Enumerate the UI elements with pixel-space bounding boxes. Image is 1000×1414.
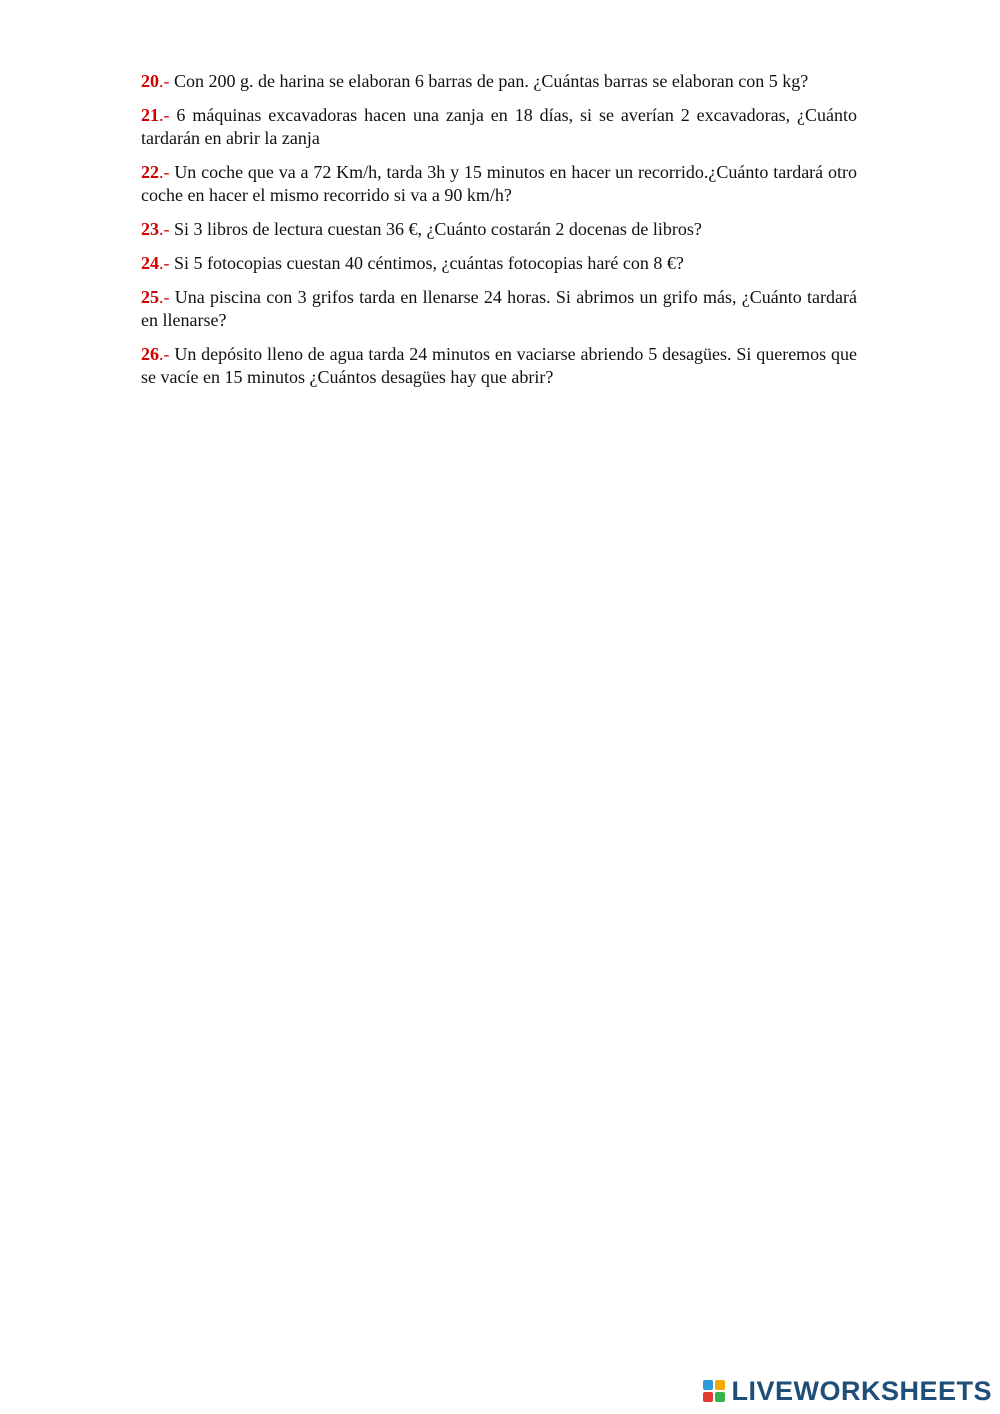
problem-separator: .- (159, 162, 175, 182)
logo-tile-icon (715, 1392, 725, 1402)
problem-item (141, 218, 857, 241)
problem-separator: .- (159, 253, 174, 273)
problem-list (141, 70, 857, 400)
problem-text: Con 200 g. de harina se elaboran 6 barras de pan. ¿Cuántas barras se elaboran con 5 kg? (174, 71, 809, 91)
problem-item (141, 286, 857, 332)
problem-number: 21 (141, 105, 159, 125)
problem-number: 25 (141, 287, 159, 307)
problem-number: 24 (141, 253, 159, 273)
logo-tile-icon (703, 1380, 713, 1390)
problem-text: Un depósito lleno de agua tarda 24 minutos en vaciarse abriendo 5 desagües. Si queremos que se vacíe en 15 minutos ¿Cuántos desagües hay que abrir? (141, 344, 858, 387)
problem-text: Si 3 libros de lectura cuestan 36 €, ¿Cuánto costarán 2 docenas de libros? (174, 219, 702, 239)
liveworksheets-logo (703, 1376, 992, 1406)
problem-item (141, 104, 857, 150)
logo-tile-icon (703, 1392, 713, 1402)
problem-separator: .- (159, 344, 175, 364)
logo-tile-icon (715, 1380, 725, 1390)
liveworksheets-logo-icon (703, 1380, 725, 1402)
problem-item (141, 252, 857, 275)
problem-item (141, 70, 857, 93)
problem-separator: .- (159, 105, 177, 125)
problem-text: Una piscina con 3 grifos tarda en llenarse 24 horas. Si abrimos un grifo más, ¿Cuánto tardará en llenarse? (141, 287, 857, 330)
problem-separator: .- (159, 71, 174, 91)
problem-item (141, 161, 857, 207)
problem-item (141, 343, 857, 389)
logo-text: LIVEWORKSHEETS (731, 1376, 992, 1406)
problem-separator: .- (159, 219, 174, 239)
problem-number: 20 (141, 71, 159, 91)
problem-number: 26 (141, 344, 159, 364)
problem-number: 23 (141, 219, 159, 239)
problem-text: Un coche que va a 72 Km/h, tarda 3h y 15 minutos en hacer un recorrido.¿Cuánto tardará otro coche en hacer el mismo recorrido si va a 90 km/h? (141, 162, 857, 205)
problem-separator: .- (159, 287, 175, 307)
problem-text: Si 5 fotocopias cuestan 40 céntimos, ¿cuántas fotocopias haré con 8 €? (174, 253, 684, 273)
problem-text: 6 máquinas excavadoras hacen una zanja en 18 días, si se averían 2 excavadoras, ¿Cuánto tardarán en abrir la zanja (141, 105, 858, 148)
problem-number: 22 (141, 162, 159, 182)
